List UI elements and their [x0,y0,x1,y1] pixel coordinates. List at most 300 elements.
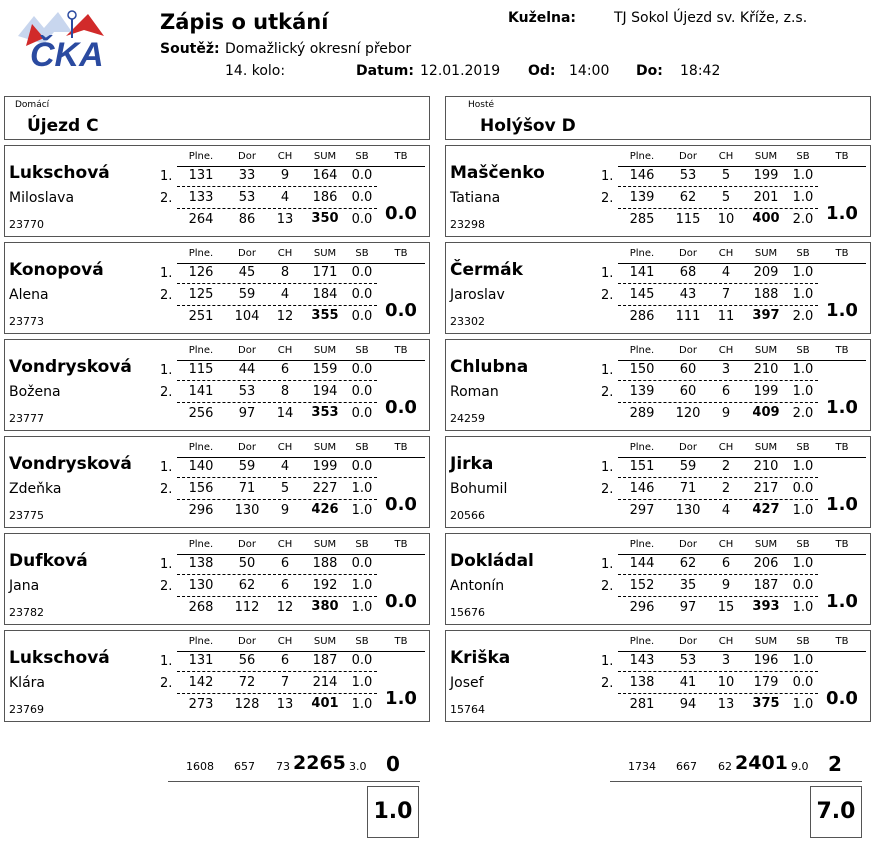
col-header-plne: Plne. [188,442,214,453]
r1-sum: 209 [753,265,779,280]
tot-sum: 426 [311,502,339,517]
r1-dor: 45 [238,265,256,280]
r2-ch: 4 [280,287,290,302]
col-header-sb: SB [355,345,369,356]
row-label-2: 2. [160,385,173,400]
away-player-card [445,339,871,431]
player-id: 23298 [450,218,485,231]
row-label-2: 2. [601,676,614,691]
row-label-1: 1. [160,363,173,378]
row-divider-dashed [618,574,818,575]
col-header-plne: Plne. [629,248,655,259]
col-header-dor: Dor [238,151,256,162]
r1-sb: 0.0 [351,556,373,571]
player-tb-result: 0.0 [385,203,417,224]
tot-ch: 13 [717,697,735,712]
col-header-dor: Dor [679,442,697,453]
player-surname: Dokládal [450,551,534,571]
col-header-tb: TB [394,636,408,647]
tot-ch: 4 [721,503,731,518]
header-rule [618,263,866,264]
player-first-name: Roman [450,384,499,400]
col-header-ch: CH [277,248,293,259]
header-rule [618,554,866,555]
col-header-sum: SUM [754,248,778,259]
r1-plne: 126 [188,265,214,280]
row-label-2: 2. [601,288,614,303]
col-header-sb: SB [796,636,810,647]
away-total-plne: 1734 [628,760,656,773]
home-player-card [4,242,430,334]
r2-dor: 41 [679,675,697,690]
r1-sb: 1.0 [792,362,814,377]
col-header-plne: Plne. [629,442,655,453]
row-divider-dashed [177,477,377,478]
r1-dor: 50 [238,556,256,571]
r1-plne: 138 [188,556,214,571]
row-divider-dashed [618,499,818,500]
header-rule [177,651,425,652]
col-header-sb: SB [796,442,810,453]
col-header-ch: CH [718,151,734,162]
header-rule [618,166,866,167]
tot-plne: 285 [629,212,655,227]
row-label-1: 1. [601,460,614,475]
tot-dor: 94 [679,697,697,712]
player-first-name: Bohumil [450,481,508,497]
tot-ch: 13 [276,212,294,227]
away-team-name: Holýšov D [480,116,576,136]
r2-sb: 1.0 [792,190,814,205]
page-title: Zápis o utkání [160,10,329,34]
away-player-card [445,436,871,528]
row-label-2: 2. [160,579,173,594]
player-first-name: Antonín [450,578,505,594]
col-header-plne: Plne. [629,636,655,647]
col-header-plne: Plne. [188,248,214,259]
tot-sum: 393 [752,599,780,614]
alley-name: TJ Sokol Újezd sv. Kříže, z.s. [614,10,808,26]
col-header-sb: SB [355,151,369,162]
home-player-card [4,533,430,625]
player-tb-result: 0.0 [385,591,417,612]
r2-sb: 0.0 [792,675,814,690]
r1-sum: 188 [312,556,338,571]
tot-sum: 400 [752,211,780,226]
r2-dor: 62 [679,190,697,205]
r1-ch: 5 [721,168,731,183]
competition-label: Soutěž: [160,41,220,57]
r2-dor: 71 [679,481,697,496]
tot-sb: 0.0 [351,212,373,227]
home-team-box [4,96,430,140]
r1-ch: 6 [721,556,731,571]
tot-plne: 268 [188,600,214,615]
r2-sum: 184 [312,287,338,302]
tot-dor: 115 [675,212,701,227]
player-tb-result: 1.0 [826,203,858,224]
tot-sum: 427 [752,502,780,517]
player-id: 23773 [9,315,44,328]
player-tb-result: 1.0 [385,688,417,709]
tot-dor: 128 [234,697,260,712]
row-label-2: 2. [601,482,614,497]
away-player-card [445,533,871,625]
col-header-sum: SUM [754,539,778,550]
home-total-dor: 657 [234,760,255,773]
r1-ch: 3 [721,362,731,377]
r2-ch: 2 [721,481,731,496]
player-id: 23775 [9,509,44,522]
r1-sb: 0.0 [351,459,373,474]
r1-plne: 131 [188,653,214,668]
tot-dor: 97 [238,406,256,421]
col-header-plne: Plne. [629,151,655,162]
r1-sb: 1.0 [792,556,814,571]
row-label-1: 1. [601,654,614,669]
away-label: Hosté [468,100,495,110]
col-header-ch: CH [277,442,293,453]
tot-ch: 11 [717,309,735,324]
row-label-1: 1. [601,557,614,572]
r2-sum: 179 [753,675,779,690]
r1-ch: 4 [280,459,290,474]
r2-plne: 141 [188,384,214,399]
player-surname: Jirka [450,454,494,474]
alley-label: Kuželna: [508,10,577,26]
col-header-tb: TB [394,248,408,259]
r2-dor: 59 [238,287,256,302]
row-label-1: 1. [160,654,173,669]
home-total-plne: 1608 [186,760,214,773]
tot-sum: 355 [311,308,339,323]
col-header-sb: SB [796,345,810,356]
tot-plne: 286 [629,309,655,324]
tot-plne: 297 [629,503,655,518]
row-divider-dashed [618,402,818,403]
tot-sb: 1.0 [792,503,814,518]
tot-sb: 1.0 [351,600,373,615]
away-total-tb: 2 [828,752,842,776]
col-header-ch: CH [277,636,293,647]
row-divider-dashed [618,186,818,187]
row-divider-dashed [618,305,818,306]
home-player-card [4,436,430,528]
col-header-tb: TB [394,345,408,356]
tot-dor: 130 [234,503,260,518]
player-tb-result: 0.0 [385,494,417,515]
row-label-2: 2. [601,385,614,400]
row-divider-dashed [618,283,818,284]
away-total-ch: 62 [718,760,732,773]
tot-plne: 296 [629,600,655,615]
player-first-name: Jaroslav [450,287,505,303]
r2-plne: 146 [629,481,655,496]
r2-sum: 187 [753,578,779,593]
r2-sb: 1.0 [792,384,814,399]
row-divider-dashed [177,402,377,403]
player-first-name: Klára [9,675,45,691]
header-rule [618,651,866,652]
col-header-ch: CH [718,248,734,259]
r1-dor: 62 [679,556,697,571]
date-value: 12.01.2019 [420,63,501,79]
home-total-sb: 3.0 [349,760,367,773]
r2-sum: 192 [312,578,338,593]
col-header-dor: Dor [238,636,256,647]
row-divider-dashed [618,671,818,672]
row-divider-dashed [618,208,818,209]
col-header-ch: CH [277,151,293,162]
row-label-1: 1. [160,557,173,572]
r2-sb: 0.0 [351,287,373,302]
home-total-sum: 2265 [293,752,346,774]
tot-ch: 12 [276,309,294,324]
r1-plne: 140 [188,459,214,474]
round-label: 14. kolo: [225,63,286,79]
row-divider-dashed [177,208,377,209]
r1-sb: 1.0 [792,168,814,183]
r2-sum: 201 [753,190,779,205]
r1-dor: 59 [238,459,256,474]
tot-sum: 401 [311,696,339,711]
r2-dor: 72 [238,675,256,690]
player-surname: Lukschová [9,163,110,183]
r2-plne: 139 [629,190,655,205]
col-header-sb: SB [355,539,369,550]
home-player-card [4,630,430,722]
r2-ch: 6 [280,578,290,593]
player-id: 15764 [450,703,485,716]
tot-plne: 296 [188,503,214,518]
row-divider-dashed [177,305,377,306]
tot-plne: 251 [188,309,214,324]
r1-dor: 56 [238,653,256,668]
row-label-1: 1. [160,460,173,475]
row-label-2: 2. [160,482,173,497]
r1-sum: 164 [312,168,338,183]
r2-dor: 53 [238,384,256,399]
away-player-card [445,630,871,722]
player-tb-result: 1.0 [826,397,858,418]
r2-sb: 0.0 [792,578,814,593]
r1-sb: 1.0 [792,265,814,280]
col-header-tb: TB [835,248,849,259]
col-header-ch: CH [718,345,734,356]
col-header-dor: Dor [679,151,697,162]
tot-plne: 256 [188,406,214,421]
r1-sum: 199 [753,168,779,183]
home-label: Domácí [15,100,50,110]
col-header-sum: SUM [313,539,337,550]
away-final-score: 7.0 [810,786,862,838]
r2-plne: 130 [188,578,214,593]
r2-dor: 71 [238,481,256,496]
col-header-sum: SUM [313,636,337,647]
row-divider-dashed [618,477,818,478]
row-divider-dashed [177,671,377,672]
r1-dor: 53 [679,653,697,668]
r2-sum: 217 [753,481,779,496]
home-total-rule [168,781,420,782]
r2-sum: 227 [312,481,338,496]
r1-dor: 60 [679,362,697,377]
header-rule [177,554,425,555]
away-player-card [445,242,871,334]
r1-ch: 6 [280,362,290,377]
r2-sb: 1.0 [351,675,373,690]
col-header-tb: TB [835,636,849,647]
r1-sb: 0.0 [351,362,373,377]
tot-ch: 9 [721,406,731,421]
r1-ch: 3 [721,653,731,668]
r1-sum: 196 [753,653,779,668]
player-tb-result: 1.0 [826,591,858,612]
col-header-plne: Plne. [188,539,214,550]
tot-dor: 104 [234,309,260,324]
col-header-dor: Dor [238,345,256,356]
r1-sum: 199 [312,459,338,474]
col-header-ch: CH [277,539,293,550]
tot-sb: 0.0 [351,406,373,421]
header-rule [177,457,425,458]
col-header-sb: SB [355,248,369,259]
player-id: 23302 [450,315,485,328]
home-total-tb: 0 [386,752,400,776]
header-rule [177,263,425,264]
r2-sum: 194 [312,384,338,399]
r2-dor: 62 [238,578,256,593]
row-divider-dashed [177,380,377,381]
player-id: 24259 [450,412,485,425]
col-header-tb: TB [835,151,849,162]
row-label-1: 1. [601,363,614,378]
player-id: 23770 [9,218,44,231]
tot-sb: 1.0 [351,503,373,518]
player-first-name: Josef [450,675,484,691]
col-header-sb: SB [796,539,810,550]
r2-sum: 214 [312,675,338,690]
row-divider-dashed [618,380,818,381]
r2-ch: 8 [280,384,290,399]
tot-ch: 10 [717,212,735,227]
away-team-box [445,96,871,140]
col-header-dor: Dor [679,345,697,356]
tot-dor: 130 [675,503,701,518]
r2-ch: 5 [721,190,731,205]
col-header-sum: SUM [754,345,778,356]
r1-plne: 141 [629,265,655,280]
r2-plne: 139 [629,384,655,399]
row-divider-dashed [177,186,377,187]
r1-dor: 33 [238,168,256,183]
r2-dor: 35 [679,578,697,593]
home-player-card [4,145,430,237]
player-surname: Chlubna [450,357,529,377]
r2-sb: 0.0 [351,190,373,205]
tot-sb: 1.0 [351,697,373,712]
tot-sb: 1.0 [792,697,814,712]
col-header-ch: CH [277,345,293,356]
col-header-tb: TB [394,539,408,550]
r2-sum: 186 [312,190,338,205]
r2-ch: 4 [280,190,290,205]
player-surname: Kriška [450,648,511,668]
r2-plne: 133 [188,190,214,205]
r2-ch: 5 [280,481,290,496]
col-header-ch: CH [718,442,734,453]
row-divider-dashed [177,693,377,694]
col-header-sb: SB [355,442,369,453]
r1-plne: 144 [629,556,655,571]
r1-sum: 159 [312,362,338,377]
r1-dor: 59 [679,459,697,474]
tot-sb: 0.0 [351,309,373,324]
player-surname: Čermák [450,260,523,280]
player-tb-result: 0.0 [385,397,417,418]
r2-sb: 1.0 [792,287,814,302]
r2-sb: 1.0 [351,578,373,593]
to-value: 18:42 [680,63,721,79]
col-header-sum: SUM [313,442,337,453]
tot-sb: 2.0 [792,309,814,324]
tot-sum: 397 [752,308,780,323]
r1-plne: 143 [629,653,655,668]
tot-sum: 375 [752,696,780,711]
row-label-1: 1. [601,169,614,184]
r2-dor: 43 [679,287,697,302]
player-id: 20566 [450,509,485,522]
row-divider-dashed [177,283,377,284]
tot-plne: 273 [188,697,214,712]
r2-plne: 152 [629,578,655,593]
player-id: 23782 [9,606,44,619]
player-surname: Konopová [9,260,104,280]
header-rule [177,360,425,361]
r1-ch: 9 [280,168,290,183]
r1-ch: 6 [280,556,290,571]
row-label-1: 1. [160,266,173,281]
col-header-plne: Plne. [629,345,655,356]
r1-dor: 68 [679,265,697,280]
player-surname: Dufková [9,551,88,571]
row-divider-dashed [618,693,818,694]
player-first-name: Božena [9,384,61,400]
player-tb-result: 0.0 [385,300,417,321]
r2-sum: 199 [753,384,779,399]
away-total-sum: 2401 [735,752,788,774]
r2-plne: 145 [629,287,655,302]
r1-sum: 171 [312,265,338,280]
player-first-name: Miloslava [9,190,75,206]
r1-ch: 4 [721,265,731,280]
r1-plne: 131 [188,168,214,183]
r1-plne: 150 [629,362,655,377]
r2-sb: 0.0 [351,384,373,399]
r1-dor: 44 [238,362,256,377]
header-rule [618,360,866,361]
r1-sum: 210 [753,362,779,377]
r1-sb: 0.0 [351,653,373,668]
row-label-2: 2. [160,191,173,206]
col-header-plne: Plne. [188,151,214,162]
col-header-sum: SUM [754,636,778,647]
tot-sb: 1.0 [792,600,814,615]
r2-plne: 138 [629,675,655,690]
player-surname: Lukschová [9,648,110,668]
tot-ch: 12 [276,600,294,615]
col-header-sum: SUM [754,151,778,162]
